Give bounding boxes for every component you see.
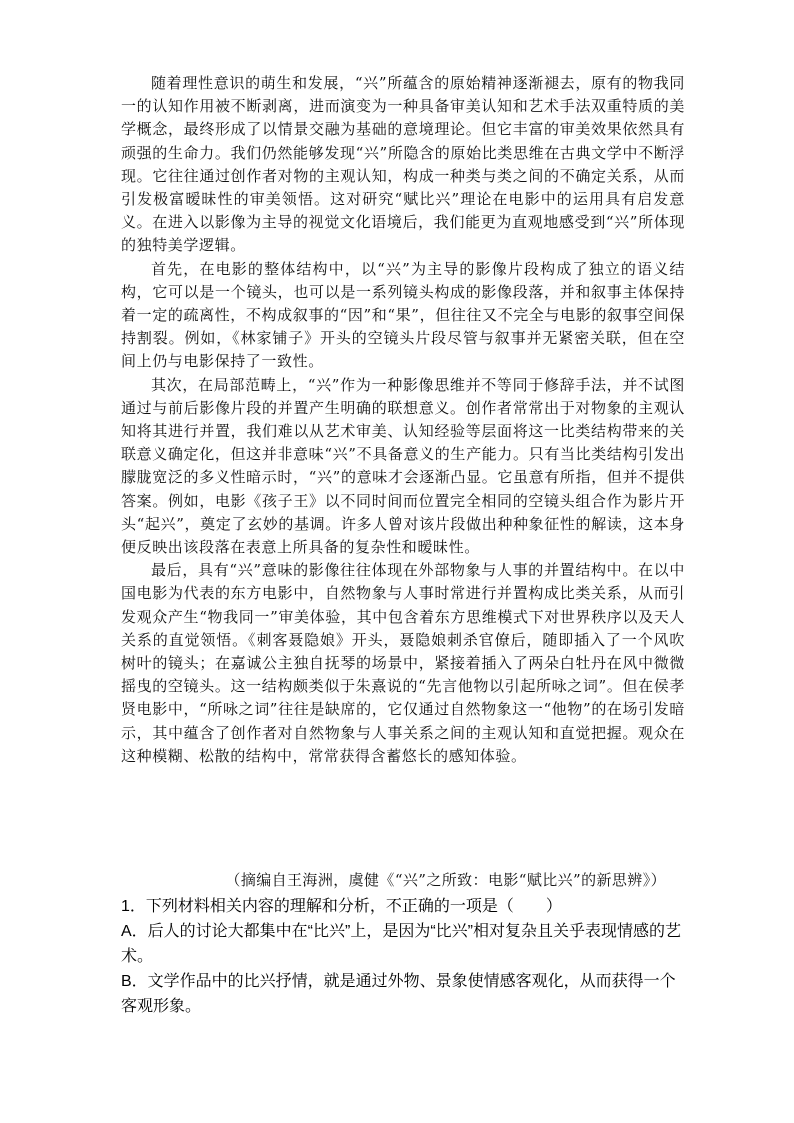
question-option-b: B．文学作品中的比兴抒情，就是通过外物、景象使情感客观化，从而获得一个客观形象。 [121,973,676,1015]
question-option-a: A．后人的讨论大都集中在“比兴”上，是因为“比兴”相对复杂且关乎表现情感的艺术。 [121,923,681,965]
question-block [121,894,691,1019]
passage-paragraph-1: 随着理性意识的萌生和发展，“兴”所蕴含的原始精神逐渐褪去，原有的物我同一的认知作用被不断剥离，进而演变为一种具备审美认知和艺术手法双重特质的美学概念，最终形成了以情景交融为基础的意境理论。但它丰富的审美效果依然具有顽强的生命力。我们仍然能够发现“兴”所隐含的原始比类思维在古典文学中不断浮现。它往往通过创作者对物的主观认知，构成一种类与类之间的不确定关系，从而引发极富暧昧性的审美领悟。这对研究“赋比兴”理论在电影中的运用具有启发意义。在进入以影像为主导的视觉文化语境后，我们能更为直观地感受到“兴”所体现的独特美学逻辑。 [121,74,685,255]
passage-paragraph-3: 其次，在局部范畴上，“兴”作为一种影像思维并不等同于修辞手法，并不试图通过与前后影像片段的并置产生明确的联想意义。创作者常常出于对物象的主观认知将其进行并置，我们难以从艺术审美、认知经验等层面将这一比类结构带来的关联意义确定化，但这并非意味“兴”不具备意义的生产能力。只有当比类结构引发出朦胧宽泛的多义性暗示时，“兴”的意味才会逐渐凸显。它虽意有所指，但并不提供答案。例如，电影《孩子王》以不同时间而位置完全相同的空镜头组合作为影片开头“起兴”，奠定了玄妙的基调。许多人曾对该片段做出种种象征性的解读，这本身便反映出该段落在表意上所具备的复杂性和暧昧性。 [121,375,685,557]
passage-source: （摘编自王海洲，虞健《“兴”之所致：电影“赋比兴”的新思辨》） [225,871,666,889]
reading-passage [121,72,685,768]
passage-paragraph-4: 最后，具有“兴”意味的影像往往体现在外部物象与人事的并置结构中。在以中国电影为代表的东方电影中，自然物象与人事时常进行并置构成比类关系，从而引发观众产生“物我同一”审美体验，其中包含着东方思维模式下对世界秩序以及天人关系的直觉领悟。《刺客聂隐娘》开头，聂隐娘刺杀官僚后，随即插入了一个风吹树叶的镜头；在嘉诚公主独自抚琴的场景中，紧接着插入了两朵白牡丹在风中微微摇曳的空镜头。这一结构颇类似于朱熹说的“先言他物以引起所咏之词”。但在侯孝贤电影中，“所咏之词”往往是缺席的，它仅通过自然物象这一“他物”的在场引发暗示，其中蕴含了创作者对自然物象与人事关系之间的主观认知和直觉把握。观众在这种模糊、松散的结构中，常常获得含蓄悠长的感知体验。 [121,561,685,765]
passage-paragraph-2: 首先，在电影的整体结构中，以“兴”为主导的影像片段构成了独立的语义结构，它可以是一个镜头，也可以是一系列镜头构成的影像段落，并和叙事主体保持着一定的疏离性，不构成叙事的“因”和“果”，但往往又不完全与电影的叙事空间保持割裂。例如，《林家铺子》开头的空镜头片段尽管与叙事并无紧密关联，但在空间上仍与电影保持了一致性。 [121,259,685,371]
question-stem: 1．下列材料相关内容的理解和分析，不正确的一项是（ ） [121,898,562,915]
